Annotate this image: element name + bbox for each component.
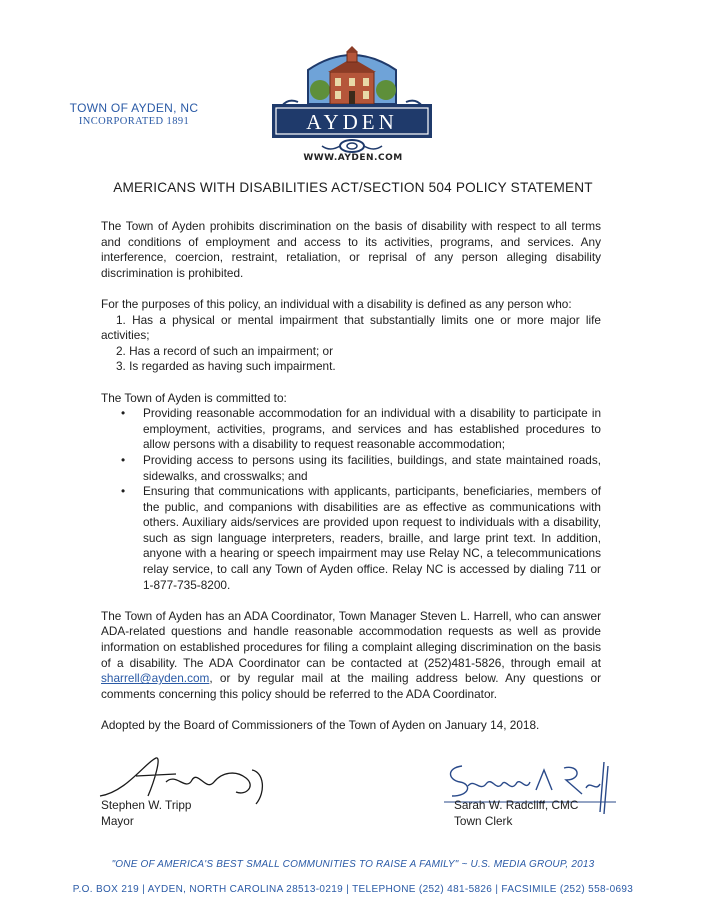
mayor-signature-block [101, 798, 192, 829]
intro-paragraph: The Town of Ayden prohibits discrimination on the basis of disability with respect to all terms and conditions of employment and access to its activities, programs, and services. Any interference, coercion, restraint, retaliation, or reprisal of any person alleging disability discrimination is prohibited. [101, 219, 601, 280]
town-name: TOWN OF AYDEN, NC [69, 101, 199, 115]
bullet-icon: • [121, 406, 126, 421]
definition-item: 3. Is regarded as having such impairment. [116, 359, 336, 374]
incorporated-date: INCORPORATED 1891 [78, 116, 190, 127]
website-url[interactable]: WWW.AYDEN.COM [303, 153, 403, 163]
coordinator-email-link[interactable]: sharrell@ayden.com [101, 671, 210, 686]
bullet-icon: • [121, 484, 126, 499]
adopted-statement: Adopted by the Board of Commissioners of the Town of Ayden on January 14, 2018. [101, 718, 540, 732]
town-header [64, 101, 204, 127]
clerk-signature-block [454, 798, 578, 829]
commitment-item: • Ensuring that communications with applicants, participants, beneficiaries, members of the public, and companions with disabilities are as effective as communications with others. Auxiliary aids/services are provided upon request to individuals with a disability, such as sign language interpreters, readers, braille, and large print text. In addition, anyone with a hearing or speech impairment may use Relay NC, a telecommunications relay service, to call any Town of Ayden office. Relay NC is accessed by dialing 711 or 1-877-735-8200. [121, 484, 601, 592]
committed-intro: The Town of Ayden is committed to: [101, 390, 287, 405]
coordinator-paragraph: The Town of Ayden has an ADA Coordinator, Town Manager Steven L. Harrell, who can answer ADA-related questions and handle reasonable accommodation requests as well as provide information on established procedures for filing a complaint alleging discrimination on the basis of a disability. The ADA Coordinator can be contacted at (252)481-5826, through email at sharrell@ayden.com, or by regular mail at the mailing address below. Any questions or comments concerning this policy should be referred to the ADA Coordinator. [101, 608, 601, 701]
page-title: AMERICANS WITH DISABILITIES ACT/SECTION 504 POLICY STATEMENT [113, 180, 593, 195]
definition-item: 1. Has a physical or mental impairment that substantially limits one or more major life activities; [101, 312, 601, 343]
ayden-logo [268, 42, 436, 158]
bullet-icon: • [121, 452, 126, 467]
logo-text: AYDEN [306, 110, 398, 134]
clerk-name: Sarah W. Radcliff, CMC [454, 798, 579, 812]
policy-body [101, 219, 601, 734]
definition-item: 2. Has a record of such an impairment; or [116, 343, 334, 358]
footer-address: P.O. BOX 219 | AYDEN, NORTH CAROLINA 28513-0219 | TELEPHONE (252) 481-5826 | FACSIMILE (252) 558-0693 [72, 884, 634, 895]
commitment-item: • Providing reasonable accommodation for an individual with a disability to participate in employment, activities, programs, and services and has established procedures to allow persons with a disability to request reasonable accommodation; [121, 406, 601, 452]
mayor-name: Stephen W. Tripp [101, 798, 192, 812]
mayor-title: Mayor [101, 813, 134, 828]
footer-motto: "ONE OF AMERICA'S BEST SMALL COMMUNITIES TO RAISE A FAMILY" ~ U.S. MEDIA GROUP, 2013 [111, 859, 595, 870]
definition-intro: For the purposes of this policy, an individual with a disability is defined as any person who: [101, 296, 572, 311]
clerk-title: Town Clerk [454, 813, 513, 828]
commitment-item: • Providing access to persons using its facilities, buildings, and state maintained roads, sidewalks, and crosswalks; and [121, 452, 601, 483]
